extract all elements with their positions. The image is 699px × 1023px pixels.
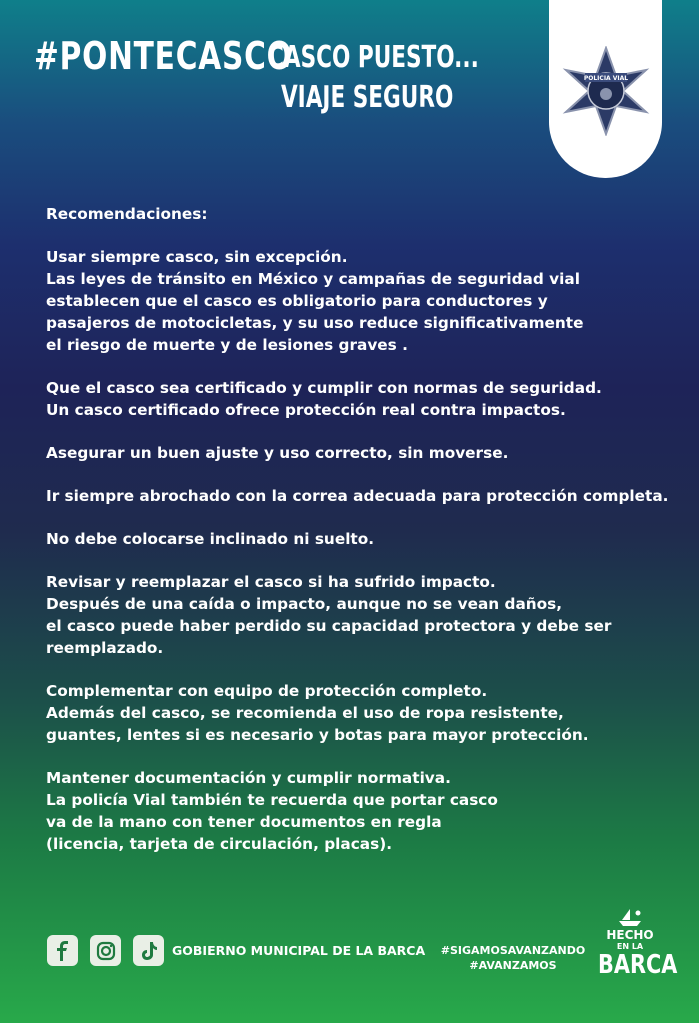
recommendations-heading: Recomendaciones: [46, 205, 208, 223]
paragraph: Mantener documentación y cumplir normativa. La policía Vial también te recuerda que portar casco va de la mano con tener documentos en regla (licencia, tarjeta de circulación, placas). [46, 769, 498, 853]
brand-line-3: BARCA [598, 950, 678, 980]
campaign-hashtag: #PONTECASCO [34, 34, 293, 78]
paragraph: Revisar y reemplazar el casco si ha sufrido impacto. Después de una caída o impacto, aunque no se vean daños, el casco puede haber perdido su capacidad protectora y debe ser reemplazado. [46, 573, 612, 657]
paragraph: Que el casco sea certificado y cumplir con normas de seguridad. Un casco certificado ofrece protección real contra impactos. [46, 379, 602, 419]
brand-line-1: HECHO [606, 928, 654, 942]
hashtags [437, 943, 589, 973]
paragraph: No debe colocarse inclinado ni suelto. [46, 530, 375, 548]
footer [47, 928, 678, 995]
brand-line-2: EN LA [616, 942, 644, 951]
hashtag-1: #SIGAMOSAVANZANDO [440, 944, 586, 957]
brand-logo [590, 907, 678, 980]
slogan [268, 38, 479, 118]
slogan-line-2: VIAJE SEGURO [280, 80, 454, 115]
hashtag-2: #AVANZAMOS [469, 959, 557, 972]
paragraph: Complementar con equipo de protección completo. Además del casco, se recomienda el uso de ropa resistente, guantes, lentes si es necesario y botas para mayor protección. [46, 682, 589, 744]
paragraph: Usar siempre casco, sin excepción. Las leyes de tránsito en México y campañas de seguridad vial establecen que el casco es obligatorio para conductores y pasajeros de motocicletas, y su uso reduce significativamente el riesgo de muerte y de lesiones graves . [46, 248, 584, 354]
tiktok-icon[interactable] [133, 935, 164, 966]
police-badge-panel [549, 0, 662, 178]
government-name: GOBIERNO MUNICIPAL DE LA BARCA [172, 943, 426, 958]
badge-text: POLICIA VIAL [583, 75, 629, 82]
slogan-line-1: CASCO PUESTO... [268, 40, 479, 75]
police-badge-icon [561, 46, 651, 136]
paragraph: Asegurar un buen ajuste y uso correcto, sin moverse. [46, 444, 509, 462]
instagram-icon[interactable] [90, 935, 121, 966]
recommendations [46, 203, 696, 876]
boat-icon [615, 907, 645, 927]
paragraph: Ir siempre abrochado con la correa adecuada para protección completa. [46, 487, 669, 505]
facebook-icon[interactable] [47, 935, 78, 966]
